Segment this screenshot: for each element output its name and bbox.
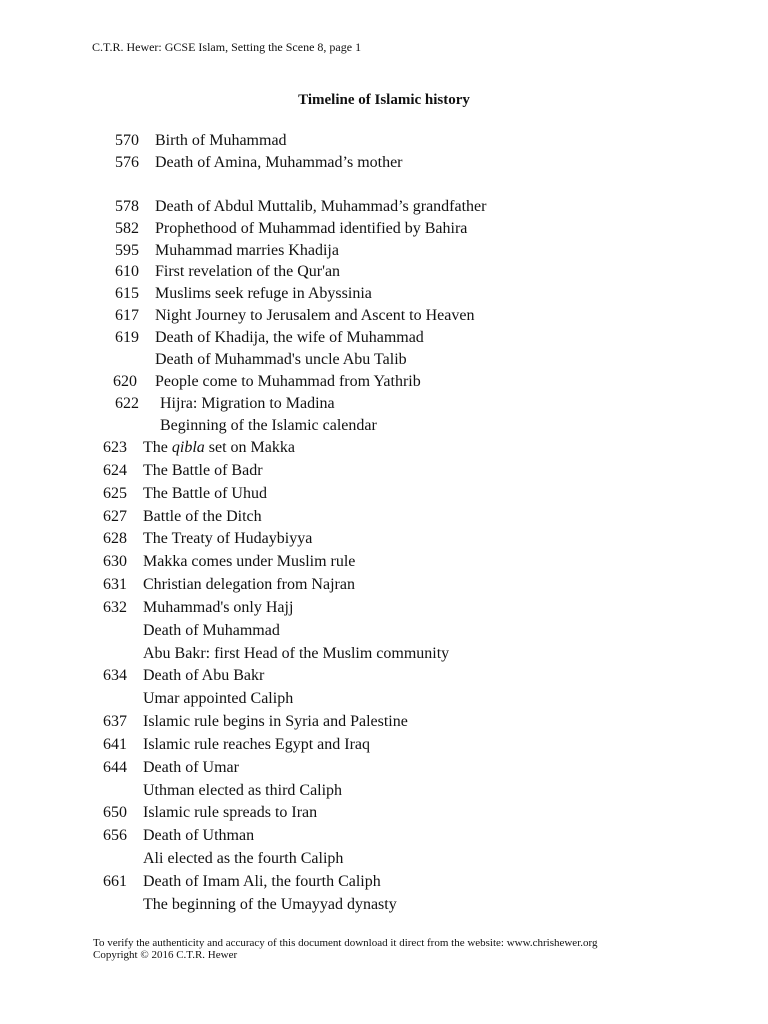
- timeline-event: Death of Abu Bakr: [143, 667, 265, 684]
- timeline-event: Christian delegation from Najran: [143, 576, 355, 593]
- timeline-event: Death of Muhammad: [143, 622, 280, 639]
- timeline-year: 656: [103, 827, 127, 844]
- timeline-year: 644: [103, 759, 127, 776]
- page-footer: [93, 937, 597, 961]
- timeline-event: Death of Abdul Muttalib, Muhammad’s grandfather: [155, 198, 487, 215]
- timeline-event: The Battle of Badr: [143, 462, 263, 479]
- timeline-year: 619: [115, 329, 139, 346]
- timeline-event: Birth of Muhammad: [155, 132, 287, 149]
- timeline-event: Ali elected as the fourth Caliph: [143, 850, 344, 867]
- timeline-year: 595: [115, 242, 139, 259]
- timeline-year: 623: [103, 439, 127, 456]
- timeline-year: 630: [103, 553, 127, 570]
- timeline-event: Abu Bakr: first Head of the Muslim community: [143, 645, 450, 662]
- event-text: The: [143, 439, 172, 456]
- timeline-year: 628: [103, 530, 127, 547]
- page-title: Timeline of Islamic history: [298, 92, 470, 108]
- timeline-event: The beginning of the Umayyad dynasty: [143, 896, 397, 913]
- timeline-event: Night Journey to Jerusalem and Ascent to Heaven: [155, 307, 475, 324]
- timeline-event: Death of Amina, Muhammad’s mother: [155, 154, 403, 171]
- timeline-year: 620: [113, 373, 137, 390]
- timeline-event: Islamic rule reaches Egypt and Iraq: [143, 736, 371, 753]
- timeline-year: 622: [115, 395, 139, 412]
- event-text: set on Makka: [204, 439, 295, 456]
- timeline-year: 632: [103, 599, 127, 616]
- page-header: C.T.R. Hewer: GCSE Islam, Setting the Scene 8, page 1: [92, 40, 362, 54]
- timeline-event: The Battle of Uhud: [143, 485, 267, 502]
- timeline-event: Death of Imam Ali, the fourth Caliph: [143, 873, 381, 890]
- timeline-year: 615: [115, 285, 139, 302]
- event-term-qibla: qibla: [171, 439, 205, 456]
- timeline-event: Death of Umar: [143, 759, 239, 776]
- timeline-event: Islamic rule begins in Syria and Palestine: [143, 713, 408, 730]
- timeline-event: [143, 438, 295, 458]
- timeline-event: Hijra: Migration to Madina: [160, 395, 335, 412]
- timeline-event: Uthman elected as third Caliph: [143, 782, 343, 799]
- verify-note: To verify the authenticity and accuracy of this document download it direct from the website: www.chrishewer.org: [93, 937, 598, 949]
- timeline-year: 570: [115, 132, 139, 149]
- timeline-year: 637: [103, 713, 127, 730]
- timeline-year: 650: [103, 804, 127, 821]
- timeline-year: 578: [115, 198, 139, 215]
- timeline-event: Death of Khadija, the wife of Muhammad: [155, 329, 424, 346]
- timeline-event: First revelation of the Qur'an: [155, 263, 341, 280]
- timeline-event: Muslims seek refuge in Abyssinia: [155, 285, 372, 302]
- timeline-event: Death of Uthman: [143, 827, 255, 844]
- timeline-event: Muhammad marries Khadija: [155, 242, 339, 259]
- timeline-year: 634: [103, 667, 127, 684]
- timeline-year: 624: [103, 462, 127, 479]
- timeline-year: 661: [103, 873, 127, 890]
- timeline-year: 576: [115, 154, 139, 171]
- timeline-year: 641: [103, 736, 127, 753]
- timeline-event: Beginning of the Islamic calendar: [160, 417, 377, 434]
- timeline-event: Makka comes under Muslim rule: [143, 553, 356, 570]
- timeline-event: The Treaty of Hudaybiyya: [143, 530, 313, 547]
- timeline-year: 627: [103, 508, 127, 525]
- timeline-event: Prophethood of Muhammad identified by Bahira: [155, 220, 468, 237]
- timeline-event: Death of Muhammad's uncle Abu Talib: [155, 351, 407, 368]
- timeline-event: Battle of the Ditch: [143, 508, 262, 525]
- timeline-event: People come to Muhammad from Yathrib: [155, 373, 421, 390]
- copyright-note: Copyright © 2016 C.T.R. Hewer: [93, 949, 238, 961]
- timeline-event: Umar appointed Caliph: [143, 690, 294, 707]
- timeline-year: 617: [115, 307, 139, 324]
- timeline-year: 582: [115, 220, 139, 237]
- timeline-year: 631: [103, 576, 127, 593]
- timeline-year: 610: [115, 263, 139, 280]
- timeline-year: 625: [103, 485, 127, 502]
- timeline-event: Islamic rule spreads to Iran: [143, 804, 318, 821]
- timeline-event: Muhammad's only Hajj: [143, 599, 294, 616]
